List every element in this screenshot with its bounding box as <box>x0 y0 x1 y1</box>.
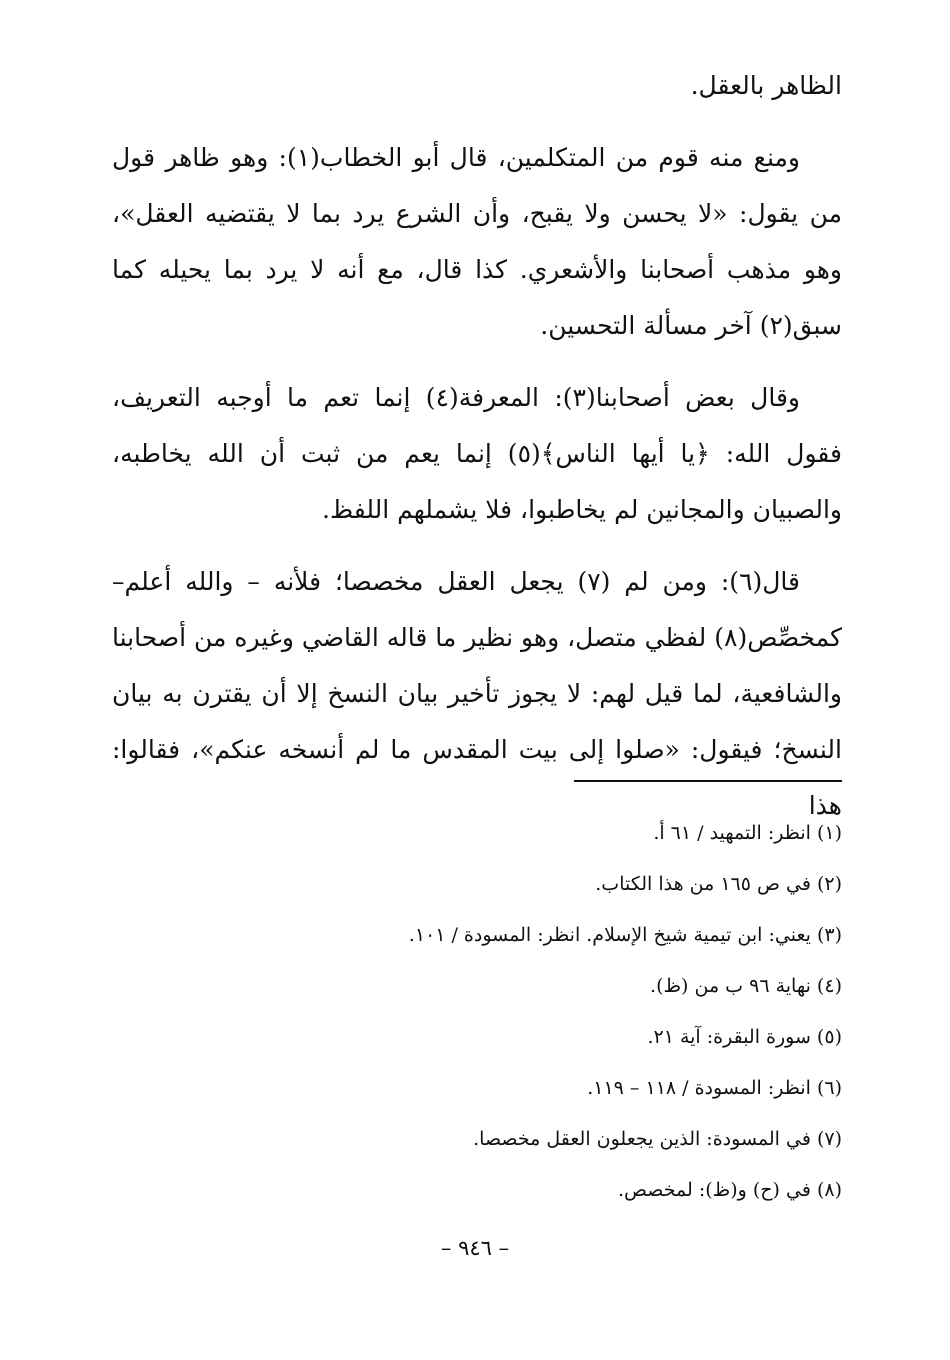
footnote: (٧) في المسودة: الذين يجعلون العقل مخصصا. <box>473 1128 842 1150</box>
footnote: (١) انظر: التمهيد / ٦١ أ. <box>653 822 842 844</box>
footnote: (٣) يعني: ابن تيمية شيخ الإسلام. انظر: المسودة / ١٠١. <box>408 924 842 946</box>
paragraph: ومنع منه قوم من المتكلمين، قال أبو الخطاب(١): وهو ظاهر قول من يقول: «لا يحسن ولا يقبح، وأن الشرع يرد بما لا يقتضيه العقل»، وهو مذهب أصحابنا والأشعري. كذا قال، مع أنه لا يرد بما يحيله كما سبق(٢) آخر مسألة التحسين. <box>112 143 842 340</box>
footnote: (٦) انظر: المسودة / ١١٨ – ١١٩. <box>587 1077 842 1099</box>
paragraph: قال(٦): ومن لم (٧) يجعل العقل مخصصا؛ فلأنه – والله أعلم– كمخصِّص(٨) لفظي متصل، وهو نظير ما قاله القاضي وغيره من أصحابنا والشافعية، لما قيل لهم: لا يجوز تأخير بيان النسخ إلا أن يقترن به بيان النسخ؛ فيقول: «صلوا إلى بيت المقدس ما لم أنسخه عنكم»، فقالوا: هذا <box>112 567 842 820</box>
paragraph-continuation: الظاهر بالعقل. <box>690 71 842 100</box>
footnote-separator <box>574 780 842 782</box>
footnote: (٤) نهاية ٩٦ ب من (ظ). <box>650 975 842 997</box>
footnote: (٢) في ص ١٦٥ من هذا الكتاب. <box>595 873 842 895</box>
footnotes <box>112 808 842 1216</box>
footnote: (٨) في (ح) و(ظ): لمخصص. <box>617 1179 842 1201</box>
page-number: – ٩٤٦ – <box>440 1236 510 1260</box>
footnote: (٥) سورة البقرة: آية ٢١. <box>647 1026 842 1048</box>
main-text <box>112 58 842 850</box>
paragraph: وقال بعض أصحابنا(٣): المعرفة(٤) إنما تعم ما أوجبه التعريف، فقول الله: ﴿يا أيها الناس﴾(٥) إنما يعم من ثبت أن الله يخاطبه، والصبيان والمجانين لم يخاطبوا، فلا يشملهم اللفظ. <box>112 383 842 524</box>
